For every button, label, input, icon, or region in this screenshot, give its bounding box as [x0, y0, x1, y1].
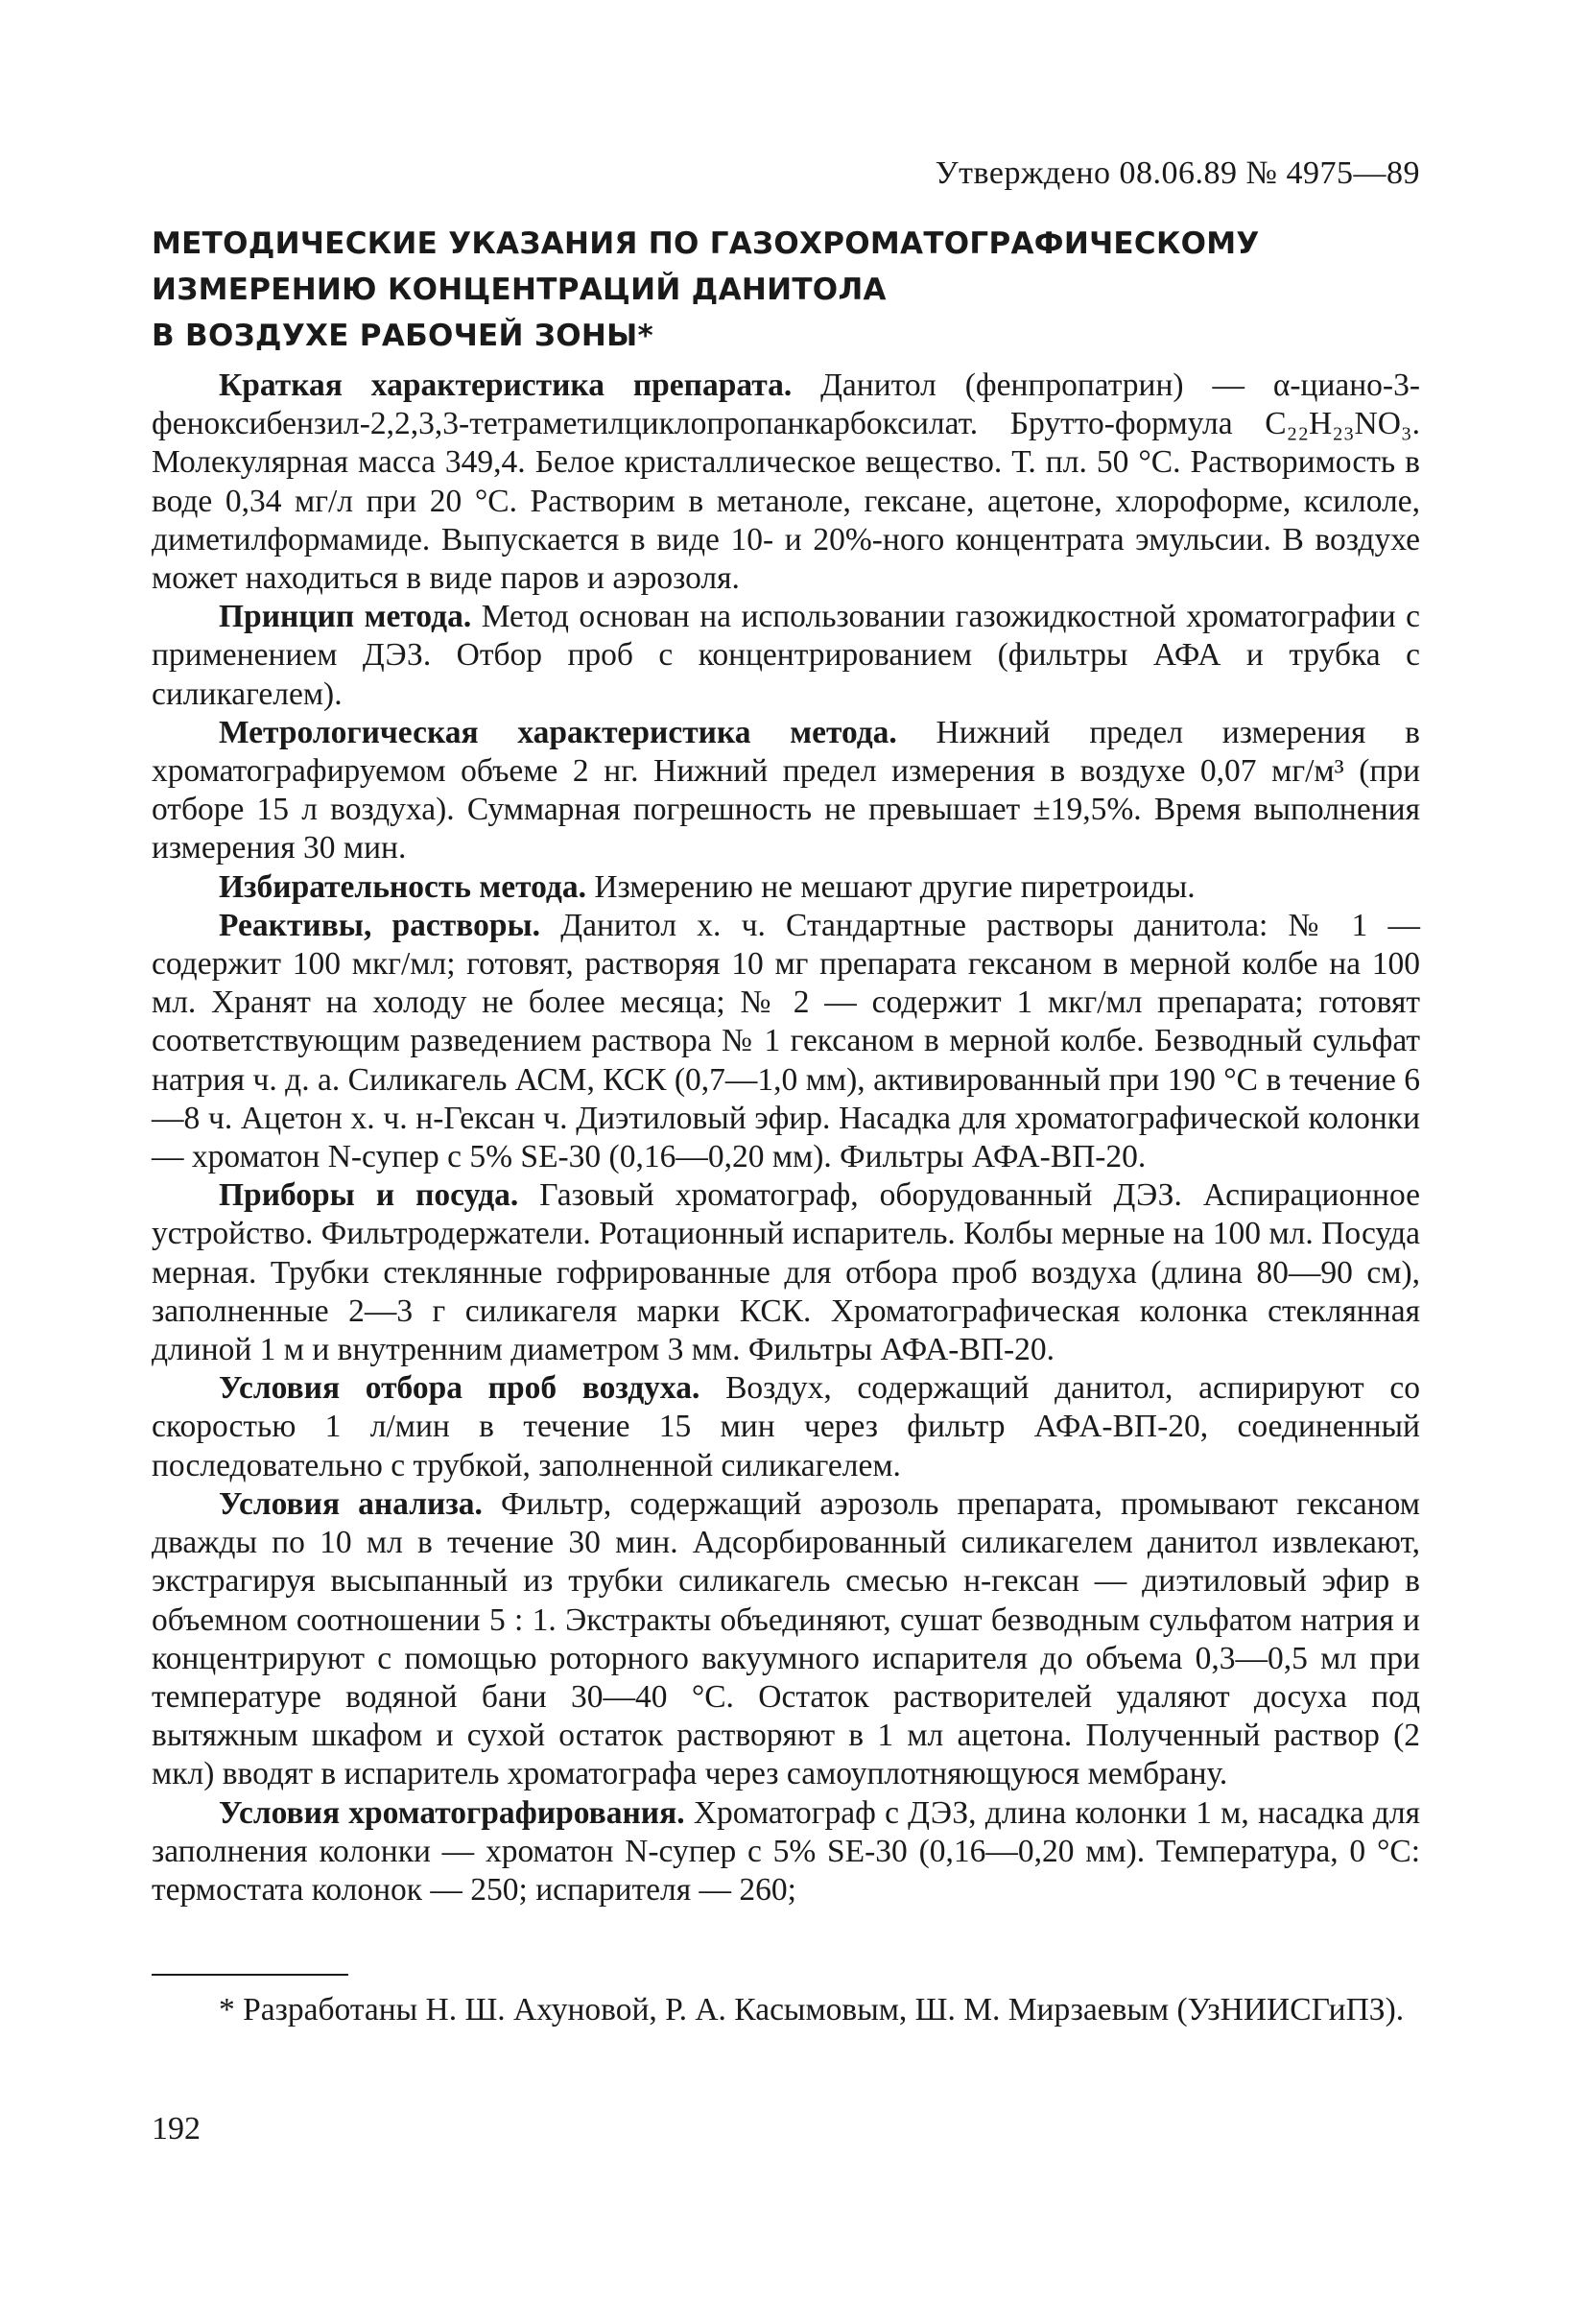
section-text: Метод основан на использовании газожидкостной хроматографии с применением ДЭЗ. Отбор проб с концентрированием (фильтры АФА и трубка с силикагелем). — [152, 599, 1420, 712]
section-characteristics — [152, 367, 1420, 598]
section-text: Нижний предел измерения в хроматографируемом объеме 2 нг. Нижний предел измерения в воздухе 0,07 мг/м³ (при отборе 15 л воздуха). Суммарная погрешность не превышает ±19,5%. Время выполнения измерения 30 мин. — [152, 714, 1420, 866]
footnote-divider — [152, 1974, 348, 1976]
title-line-3: В ВОЗДУХЕ РАБОЧЕЙ ЗОНЫ* — [152, 319, 654, 353]
section-selectivity — [152, 868, 1420, 907]
section-heading: Реактивы, растворы. — [219, 907, 541, 943]
section-text: Данитол (фенпропатрин) — α-циано-3-феноксибензил-2,2,3,3-тетраметилциклопропанкарбоксилат. Брутто-формула C₂₂H₂₃NO₃. Молекулярная масса 349,4. Белое кристаллическое вещество. Т. пл. 50 °С. Растворимость в воде 0,34 мг/л при 20 °С. Растворим в метаноле, гексане, ацетоне, хлороформе, ксилоле, диметилформамиде. Выпускается в виде 10- и 20%-ного концентрата эмульсии. В воздухе может находиться в виде паров и аэрозоля. — [152, 368, 1420, 597]
section-heading: Принцип метода. — [219, 599, 472, 635]
section-text: Хроматограф с ДЭЗ, длина колонки 1 м, насадка для заполнения колонки — хроматон N-супер с 5% SE-30 (0,16—0,20 мм). Температура, 0 °С: термостата колонок — 250; испарителя — 260; — [152, 1794, 1420, 1908]
title-line-1: МЕТОДИЧЕСКИЕ УКАЗАНИЯ ПО ГАЗОХРОМАТОГРАФИЧЕСКОМУ — [152, 226, 1260, 261]
section-principle — [152, 598, 1420, 714]
section-heading: Метрологическая характеристика метода. — [219, 714, 897, 750]
section-chromatography — [152, 1794, 1420, 1910]
section-text: Фильтр, содержащий аэрозоль препарата, промывают гексаном дважды по 10 мл в течение 30 мин. Адсорбированный силикагелем данитол извлекают, экстрагируя высыпанный из трубки силикагель смесью н-гексан — диэтиловый эфир в объемном соотношении 5 : 1. Экстракты объединяют, сушат безводным сульфатом натрия и концентрируют с помощью роторного вакуумного испарителя до объема 0,3—0,5 мл при температуре водяной бани 30—40 °С. Остаток растворителей удаляют досуха под вытяжным шкафом и сухой остаток растворяют в 1 мл ацетона. Полученный раствор (2 мкл) вводят в испаритель хроматографа через самоуплотняющуюся мембрану. — [152, 1485, 1420, 1792]
section-heading: Приборы и посуда. — [219, 1177, 519, 1214]
document-title — [152, 221, 1260, 359]
section-heading: Условия хроматографирования. — [219, 1794, 685, 1831]
approval-line: Утверждено 08.06.89 № 4975—89 — [935, 155, 1420, 191]
section-equipment — [152, 1176, 1420, 1369]
document-body — [152, 367, 1420, 1909]
section-text: Измерению не мешают другие пиретроиды. — [585, 868, 1196, 905]
section-heading: Условия анализа. — [219, 1485, 483, 1522]
title-line-2: ИЗМЕРЕНИЮ КОНЦЕНТРАЦИЙ ДАНИТОЛА — [152, 273, 887, 307]
footnote: * Разработаны Н. Ш. Ахуновой, Р. А. Касымовым, Ш. М. Мирзаевым (УзНИИСГиПЗ). — [219, 1992, 1405, 2028]
section-text: Воздух, содержащий данитол, аспирируют со скоростью 1 л/мин в течение 15 мин через фильтр АФА-ВП-20, соединенный последовательно с трубкой, заполненной силикагелем. — [152, 1370, 1420, 1483]
section-heading: Краткая характеристика препарата. — [219, 368, 793, 403]
page-number: 192 — [152, 2111, 201, 2146]
section-heading: Избирательность метода. — [219, 868, 586, 905]
section-sampling — [152, 1369, 1420, 1485]
section-text: Газовый хроматограф, оборудованный ДЭЗ. Аспирационное устройство. Фильтродержатели. Ротационный испаритель. Колбы мерные на 100 мл. Посуда мерная. Трубки стеклянные гофрированные для отбора проб воздуха (длина 80—90 см), заполненные 2—3 г силикагеля марки КСК. Хроматографическая колонка стеклянная длиной 1 м и внутренним диаметром 3 мм. Фильтры АФА-ВП-20. — [152, 1177, 1421, 1368]
section-metrology — [152, 714, 1420, 868]
section-heading: Условия отбора проб воздуха. — [219, 1370, 700, 1407]
section-text: Данитол х. ч. Стандартные растворы данитола: № 1 — содержит 100 мкг/мл; готовят, растворяя 10 мг препарата гексаном в мерной колбе на 100 мл. Хранят на холоду не более месяца; № 2 — содержит 1 мкг/мл препарата; готовят соответствующим разведением раствора № 1 гексаном в мерной колбе. Безводный сульфат натрия ч. д. а. Силикагель АСМ, КСК (0,7—1,0 мм), активированный при 190 °С в течение 6—8 ч. Ацетон х. ч. н-Гексан ч. Диэтиловый эфир. Насадка для хроматографической колонки — хроматон N-супер с 5% SE-30 (0,16—0,20 мм). Фильтры АФА-ВП-20. — [152, 907, 1420, 1175]
section-analysis — [152, 1485, 1420, 1794]
section-reagents — [152, 907, 1420, 1176]
